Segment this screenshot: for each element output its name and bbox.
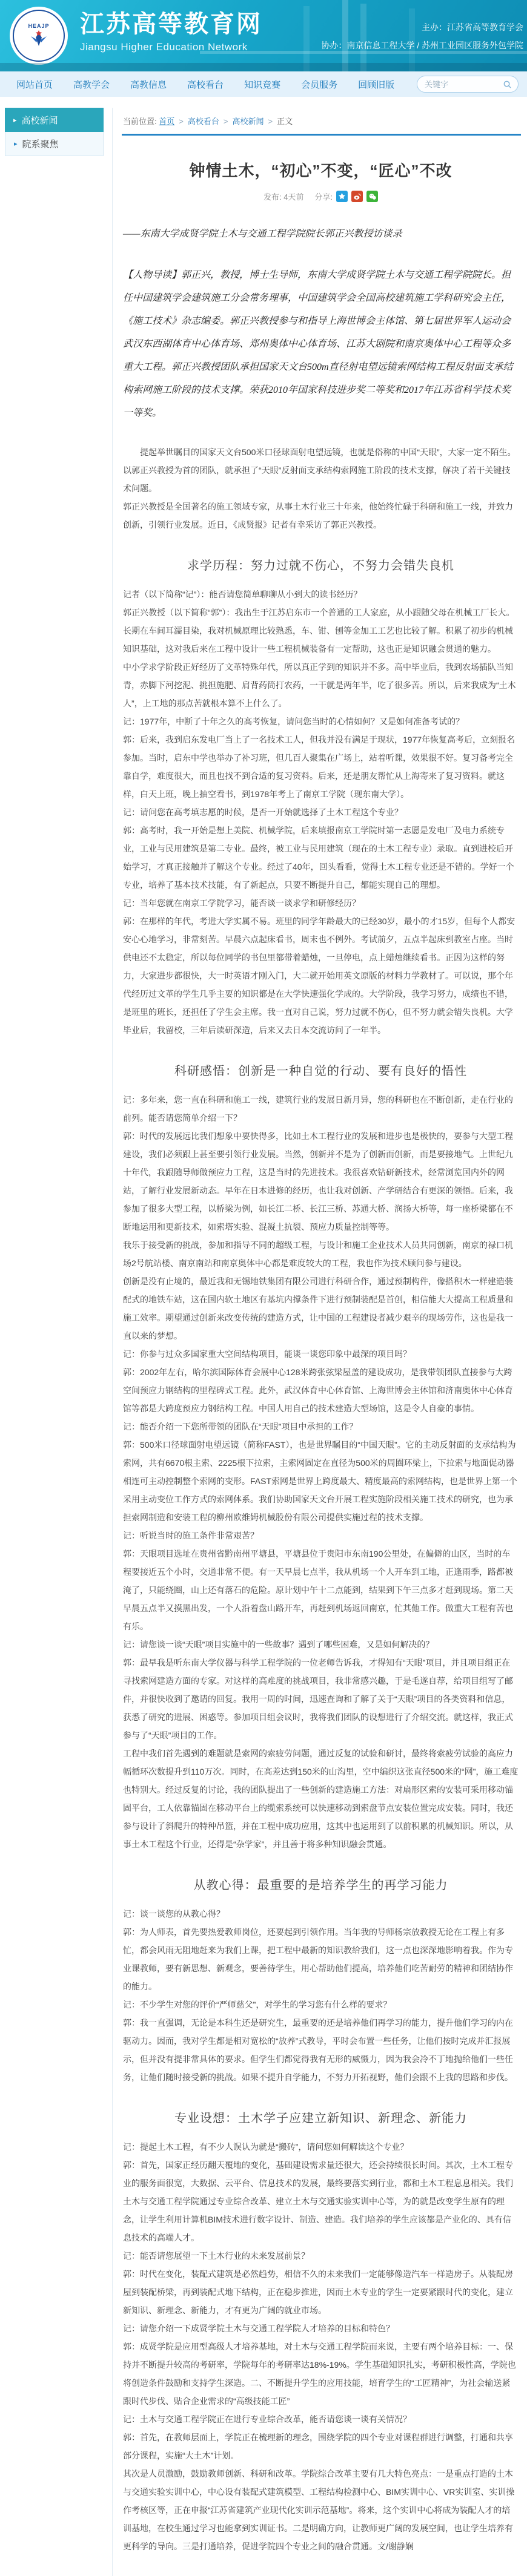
- article-paragraph: 郭：时代的发展远比我们想象中要快得多，比如土木工程行业的发展和进步也是极快的，要参与大型工程建设，我们必须跟上甚至要引领行业发展。当然，创新并不是为了创新而创新，而是要接地气。上世纪九十年代，我跟随导师做预应力工程，这是当时的先进技术。我很喜欢钻研新技术，经常浏览国内外的网站，了解行业发展新动态。早年在日本进修的经历，也让我对创新、产学研结合有更深的领悟。后来，我参加了很多大型工程，以桥梁为例，如长江二桥、长江三桥、苏通大桥、润扬大桥等，每一座桥梁都在不断地运用和更新技术，如索塔实验、混凝土抗裂、预应力质量控制等等。: [123, 1131, 513, 1232]
- breadcrumb-item-0[interactable]: 首页: [159, 117, 175, 126]
- article-paragraph: 记：请问您在高考填志愿的时候，是否一开始就选择了土木工程这个专业？: [123, 807, 403, 817]
- article-paragraph: 记：能否请您展望一下土木行业的未来发展前景？: [123, 2251, 310, 2261]
- main-nav: [0, 71, 527, 97]
- article-intro-paragraph: ——东南大学成贤学院土木与交通工程学院院长郭正兴教授访谈录: [123, 229, 402, 239]
- breadcrumb-separator: >: [179, 117, 184, 126]
- logo-ring: [13, 10, 65, 62]
- logo-bird-icon: [28, 30, 49, 48]
- article-body: [123, 223, 519, 2555]
- site-subtitle: Jiangsu Higher Education Network: [80, 41, 248, 53]
- article: [122, 159, 522, 2576]
- weibo-share-icon[interactable]: [351, 191, 363, 202]
- article-paragraph: 记：土木与交通工程学院正在进行专业综合改革，能否请您谈一谈有关情况？: [123, 2414, 411, 2424]
- article-paragraph: 郭：天眼项目选址在贵州省黔南州平塘县，平塘县位于贵阳市东南190公里处，在偏僻的山区，当时的车程要接近五个小时，交通非常不便。有一天早晨七点半，我从机场一个人开车到工地，正逢雨季，路都被淹了，只能绕圈，山上还有落石的危险。原计划中午十二点能到，结果到下午三点多才赶到现场。第二天早晨五点半又摸黑出发，一个人沿着盘山路开车，再赶到机场返回南京，忙其他工作。做重大工程有苦也有乐。: [123, 1549, 513, 1631]
- search-input[interactable]: [423, 79, 503, 90]
- section-heading: 求学历程：努力过就不伤心，不努力会错失良机: [187, 559, 454, 573]
- site-name: [80, 11, 262, 53]
- article-paragraph: 郭：我一直强调，无论是本科生还是研究生，最重要的还是培养他们再学习的能力，提升他们学习的内在驱动力。因而，我对学生都是相对宽松的“放养”式教导，平时会布置一些任务，让他们按时完成并汇报展示，但并没有提非常具体的要求。但学生们都觉得我有无形的威慑力，因为我会冷不丁地抛给他们一些任务，让他们随时接受新的挑战。如果不提升自学能力，不努力开拓视野，他们会跟不上我的思路和步伐。: [123, 2018, 513, 2082]
- section-heading: 专业设想：土木学子应建立新知识、新理念、新能力: [174, 2112, 467, 2125]
- banner-host-lines: [321, 18, 523, 54]
- sidebar-item-0[interactable]: [5, 108, 104, 132]
- article-paragraph: 郭：高考时，我一开始是想上美院、机械学院，后来填报南京工学院时第一志愿是发电厂及电力系统专业，工业与民用建筑是第二专业。最终，被工业与民用建筑（现在的土木工程专业）录取。直到进校后开始学习，才真正接触并了解这个专业。经过了40年，回头看看，觉得土木工程专业还是不错的。学好一个专业，培养了基本技术技能，有了新起点，只要不断提升自己，都能实现自己的理想。: [123, 826, 514, 890]
- article-paragraph: 郭：为人师表，首先要热爱教师岗位，还要起到引领作用。当年我的导师杨宗放教授无论在工程上有多忙，都会风雨无阻地赶来为我们上课，把工程中最新的知识教给我们，这一点也深深地影响着我。作为专业课教师，要有新思想、新观念，要善待学生，用心帮助他们提高，培养他们吃苦耐劳的精神和团结协作的能力。: [123, 1927, 513, 1991]
- sidebar: [5, 108, 104, 156]
- article-paragraph: 郭：在那样的年代，考进大学实属不易。班里的同学年龄最大的已经30岁，最小的才15岁，但每个人都安安心心地学习，非常刻苦。早晨六点起床看书，周末也不例外。考试前夕，五点半起床到教室占座。当时供电还不太稳定，所以每位同学的书包里都带着蜡烛，一旦停电，点上蜡烛继续看书。正因为这样的努力，大家进步都很快，大一时英语才刚入门，大二就开始用英文原版的材料力学教材了。可以说，那个年代经历过文革的学生几乎主要的知识都是在大学快速强化学成的。大学阶段，我学习努力，成绩也不错，是班里的班长，还担任了学生会主席。我一直对自己说，努力过就不伤心，但不努力就会错失良机。大学毕业后，我留校，三年后读研深造，后来又去日本交流访问了一年半。: [123, 916, 515, 1035]
- article-paragraph: 我乐于接受新的挑战，参加和指导不同的超级工程，与设计和施工企业技术人员共同创新，南京的禄口机场2号航站楼、南京南站和南京奥体中心都是难度较大的工程，我也作为技术顾问参与建设。: [123, 1240, 513, 1268]
- publish-label: 发布:: [263, 192, 282, 202]
- content-area: [112, 108, 522, 2576]
- nav-item-3[interactable]: 高校看台: [187, 79, 224, 90]
- breadcrumb-separator: >: [268, 117, 273, 126]
- article-paragraph: 记：能否介绍一下您所带领的团队在“天眼”项目中承担的工作？: [123, 1422, 358, 1431]
- wechat-share-icon[interactable]: [366, 191, 378, 202]
- section-heading: 科研感悟：创新是一种自觉的行动、要有良好的悟性: [174, 1065, 467, 1078]
- article-paragraph: 记：1977年，中断了十年之久的高考恢复，请问您当时的心情如何？又是如何准备考试的？: [123, 717, 465, 726]
- host-line: 主办：江苏省高等教育学会: [422, 22, 523, 32]
- nav-item-4[interactable]: 知识竞赛: [244, 79, 281, 90]
- article-paragraph: 郭：后来，我到启东发电厂当上了一名技术工人，但我并没有满足于现状，1977年恢复高考后，立刻报名参加。当时，启东中学也举办了补习班，但几百人聚集在广场上，站着听课，效果很不好。复习备考完全靠自学，难度很大，而且也找不到合适的复习资料。后来，还是朋友帮忙从上海寄来了复习资料。就这样，白天上班，晚上抽空看书，到1978年考上了南京工学院（现东南大学）。: [123, 735, 515, 799]
- article-paragraph: 郭正兴教授是全国著名的施工领域专家，从事土木行业三十年来，他始终忙碌于科研和施工一线，并致力创新，引领行业发展。近日，《成贤报》记者有幸采访了郭正兴教授。: [123, 502, 513, 530]
- breadcrumb-separator: >: [223, 117, 228, 126]
- article-intro-paragraph: 【人物导读】郭正兴，教授，博士生导师，东南大学成贤学院土木与交通工程学院院长。担任中国建筑学会建筑施工分会常务理事，中国建筑学会全国高校建筑施工学科研究会主任，《施工技术》杂志编委。郭正兴教授参与和指导上海世博会主体馆、第七届世界军人运动会武汉东西湖体育中心体育场、郑州奥体中心体育场、江苏大剧院和南京奥体中心工程等众多重大工程。郭正兴教授团队承担国家天文台500m直径射电望远镜索网结构工程反射面支承结构索网施工阶段的技术支撑。荣获2010年国家科技进步奖二等奖和2017年江苏省科学技术奖一等奖。: [123, 270, 513, 418]
- article-title: 钟情土木，“初心”不变，“匠心”不改: [189, 162, 452, 180]
- article-paragraph: 记者（以下简称“记”）：能否请您简单聊聊从小到大的读书经历？: [123, 590, 362, 599]
- main-area: [0, 97, 527, 2576]
- nav-items: [6, 78, 405, 91]
- breadcrumb-divider: [122, 134, 521, 136]
- article-paragraph: 工程中我们首先遇到的难题就是索网的索疲劳问题，通过反复的试验和研讨，最终将索疲劳试验的高应力幅循环次数提升到110万次。同时，在高差达到150米的山沟里，空中编织这张直径500米的“网”，施工难度也特别大。经过反复的讨论，我的团队提出了一些创新的建造施工方法：对扇形区索的安装可采用移动锚固平台，工人依靠锚固在移动平台上的缆索系统可以快速移动到索盘节点安装位置完成安装。同时，我还参与设计了斜爬升的特种吊篮，并在工程中成功应用，这其中也运用到了以前积累的机械知识。所以，从事土木工程这个行业，还得是“杂学家”，并且善于将多种知识融会贯通。: [123, 1749, 519, 1849]
- nav-item-5[interactable]: 会员服务: [301, 79, 338, 90]
- article-paragraph: 创新是没有止境的，最近我和无锡地铁集团有限公司进行科研合作，通过预制构件，像搭积木一样建造装配式的地铁车站，这在国内软土地区有基坑内撑条件下进行预制装配是首创，相信能大大提高工程质量和施工效率。期望通过创新来改变传统的建造方式，让中国的工程建设者减少艰辛的现场劳作，这也是我一直以来的梦想。: [123, 1276, 513, 1341]
- article-paragraph: 其次是人员激励，鼓励教师创新、科研和改革。学院综合改革主要有几大特色亮点：一是重点打造的土木与交通实验实训中心，中心设有装配式建筑模型、工程结构检测中心、BIM实训中心、VR实训室、实训操作考核区等，正在申报“江苏省建筑产业现代化实训示范基地”。将来，这个实训中心将成为装配人才的培训基地，在校生通过学习也能拿到实训证书。二是明确方向，让教师更广阔的发展空间，也让学生培养有更科学的导向。三是打通培养，促进学院四个专业之间的融合贯通。文/谢静娴: [123, 2469, 515, 2551]
- article-paragraph: 记：多年来，您一直在科研和施工一线，建筑行业的发展日新月异，您的科研也在不断创新，走在行业的前列。能否请您简单介绍一下？: [123, 1095, 513, 1123]
- search-box[interactable]: [417, 76, 519, 93]
- article-paragraph: 记：听说当时的施工条件非常艰苦？: [123, 1531, 259, 1540]
- share-label: 分享:: [314, 192, 333, 202]
- breadcrumb-prefix: 当前位置:: [123, 117, 157, 126]
- nav-item-0[interactable]: 网站首页: [16, 79, 53, 90]
- article-paragraph: 郭：最早我是听东南大学仪器与科学工程学院的一位老师告诉我，才得知有“天眼”项目，并且项目组正在寻找索网建造方面的专家。对这样的高难度的挑战项目，我非常感兴趣，于是毛遂自荐，给项目组写了邮件，并很快收到了邀请的回复。我用一周的时间，迅速查询和了解了关于“天眼”项目的各类资料和信息，获悉了研究的进展、困惑等。参加项目组会议时，我将我们团队的设想进行了介绍交流。就这样，我正式参与了“天眼”项目的工作。: [123, 1658, 513, 1740]
- article-paragraph: 记：提起土木工程，有不少人误认为就是“搬砖”，请问您如何解读这个专业？: [123, 2142, 409, 2152]
- breadcrumb-item-1[interactable]: 高校看台: [187, 117, 219, 126]
- site-title: 江苏高等教育网: [80, 11, 262, 38]
- article-paragraph: 记：你参与过众多国家重大空间结构项目，能谈一谈您印象中最深的项目吗？: [123, 1349, 411, 1359]
- sidebar-arrow-icon: ▸: [13, 116, 17, 124]
- article-paragraph: 郭：首先，国家正经历翻天覆地的变化，基础建设需求量还很大，还会持续很长时间。其次，土木工程专业的服务面很宽，大数据、云平台、信息技术的发展，最终要落实到行业，都和土木工程息息相关。我们土木与交通工程学院通过专业综合改革、建立土木与交通实验实训中心等，为的就是改变学生原有的理念，让学生利用计算机BIM技术进行数字设计、制造、建造。我们培养的学生应该都是产业化的、具有信息技术的高端人才。: [123, 2160, 513, 2242]
- logo-text: HEAJP: [28, 23, 50, 29]
- sidebar-item-label: 院系聚焦: [22, 139, 59, 150]
- article-paragraph: 郭：成贤学院是应用型高级人才培养基地，对土木与交通工程学院而来说，主要有两个培养目标：一、保持并不断提升较高的考研率，学院每年的考研率达18%-19%。学生基础知识扎实，考研积极性高，学院也将创造条件鼓励和支持学生深造。二、不断提升学生的应用技能，培育学生的“工匠精神”，为社会输送紧跟时代步伐、贴合企业需求的“高级技能工匠”: [123, 2342, 516, 2406]
- article-paragraph: 中小学求学阶段正好经历了文革特殊年代，所以真正学到的知识并不多。高中毕业后，我到农场插队当知青，赤脚下河挖泥、挑担施肥、肩背药筒打农药，一干就是两年半，吃了很多苦。所以，后来我成为“土木人”，上工地的那点苦就根本算不上什么了。: [123, 662, 516, 708]
- breadcrumb-item-3: 正文: [277, 117, 293, 126]
- article-paragraph: 记：不少学生对您的评价“严师慈父”，对学生的学习您有什么样的要求？: [123, 2000, 392, 2009]
- publish-time: 4天前: [283, 192, 304, 202]
- article-paragraph: 记：谈一谈您的从教心得？: [123, 1909, 225, 1919]
- article-paragraph: 记：请您谈一谈“天眼”项目实施中的一些故事？遇到了哪些困难，又是如何解决的？: [123, 1640, 434, 1649]
- site-logo[interactable]: [10, 7, 68, 65]
- article-paragraph: 郭：时代在变化，装配式建筑是必然趋势，相信不久的未来我们一定能够像造汽车一样造房子。从装配房屋到装配桥梁，再到装配式地下结构，正在稳步推进，因而土木专业的学生一定要紧跟时代的变化，建立新知识、新理念、新能力，才有更为广阔的就业市场。: [123, 2269, 513, 2315]
- section-heading: 从教心得：最重要的是培养学生的再学习能力: [193, 1879, 448, 1892]
- sidebar-item-1[interactable]: [5, 132, 104, 156]
- article-meta: [123, 191, 519, 202]
- nav-item-1[interactable]: 高教学会: [73, 79, 110, 90]
- article-paragraph: 郭：500米口径球面射电望远镜（简称FAST），也是世界瞩目的“中国天眼”。它的主动反射面的支承结构为索网，共有6670根主索、2225根下拉索，主索网固定在直径为500米的周圈环梁上，下拉索与地面促动器相连可主动控制整个索网的变形。FAST索网是世界上跨度最大、精度最高的索网结构，也是世界上第一个采用主动变位工作方式的索网体系。我们协助国家天文台开展工程实施阶段相关施工技术的研究，也为承担索网制造和安装工程的柳州欧维姆机械股份有限公司提供实施过程的技术支撑。: [123, 1440, 518, 1522]
- article-paragraph: 郭正兴教授（以下简称“郭”）：我出生于江苏启东市一个普通的工人家庭，从小跟随父母在机械工厂长大。长期在车间耳濡目染，我对机械原理比较熟悉，车、钳、刨等金加工工艺也比较了解。积累了初步的机械知识基础，这对我后来在工程中设计一些工程机械装备有一定帮助，这也正是知识融会贯通的魅力。: [123, 608, 515, 654]
- site-header: [0, 0, 527, 71]
- qzone-share-icon[interactable]: [336, 191, 348, 202]
- sidebar-arrow-icon: ▸: [14, 140, 18, 148]
- article-paragraph: 郭：2002年左右，哈尔滨国际体育会展中心128米跨张弦梁屋盖的建设成功，是我带领团队直接参与大跨空间预应力钢结构的里程碑式工程。此外，武汉体育中心体育馆、上海世博会主体馆和济南奥体中心体育馆等都是大跨度预应力钢结构工程。中国人用自己的技术建造大型场馆，这是令人自豪的事情。: [123, 1367, 513, 1413]
- article-paragraph: 记：当年您就在南京工学院学习，能否谈一谈求学和研修经历？: [123, 898, 360, 908]
- breadcrumb-item-2[interactable]: 高校新闻: [232, 117, 264, 126]
- nav-item-2[interactable]: 高教信息: [130, 79, 167, 90]
- sidebar-item-label: 高校新闻: [21, 115, 58, 126]
- article-paragraph: 记：请您介绍一下成贤学院土木与交通工程学院人才培养的目标和特色？: [123, 2324, 394, 2333]
- nav-item-6[interactable]: 回顾旧版: [358, 79, 395, 90]
- article-paragraph: 郭：首先，在教师层面上，学院正在梳理新的理念，围绕学院的四个专业对课程群进行调整，打通和共享部分课程，实施“大土木”计划。: [123, 2433, 513, 2460]
- article-paragraph: 提起举世瞩目的国家天文台500米口径球面射电望远镜，也就是俗称的中国“天眼”，大家一定不陌生。以郭正兴教授为首的团队，就承担了“天眼”反射面支承结构索网施工阶段的技术支撑，解决了若干关键技术问题。: [123, 447, 516, 493]
- cohost-line: 协办：南京信息工程大学 / 苏州工业园区服务外包学院: [321, 41, 523, 50]
- search-icon[interactable]: [503, 80, 512, 89]
- breadcrumb: [122, 108, 522, 134]
